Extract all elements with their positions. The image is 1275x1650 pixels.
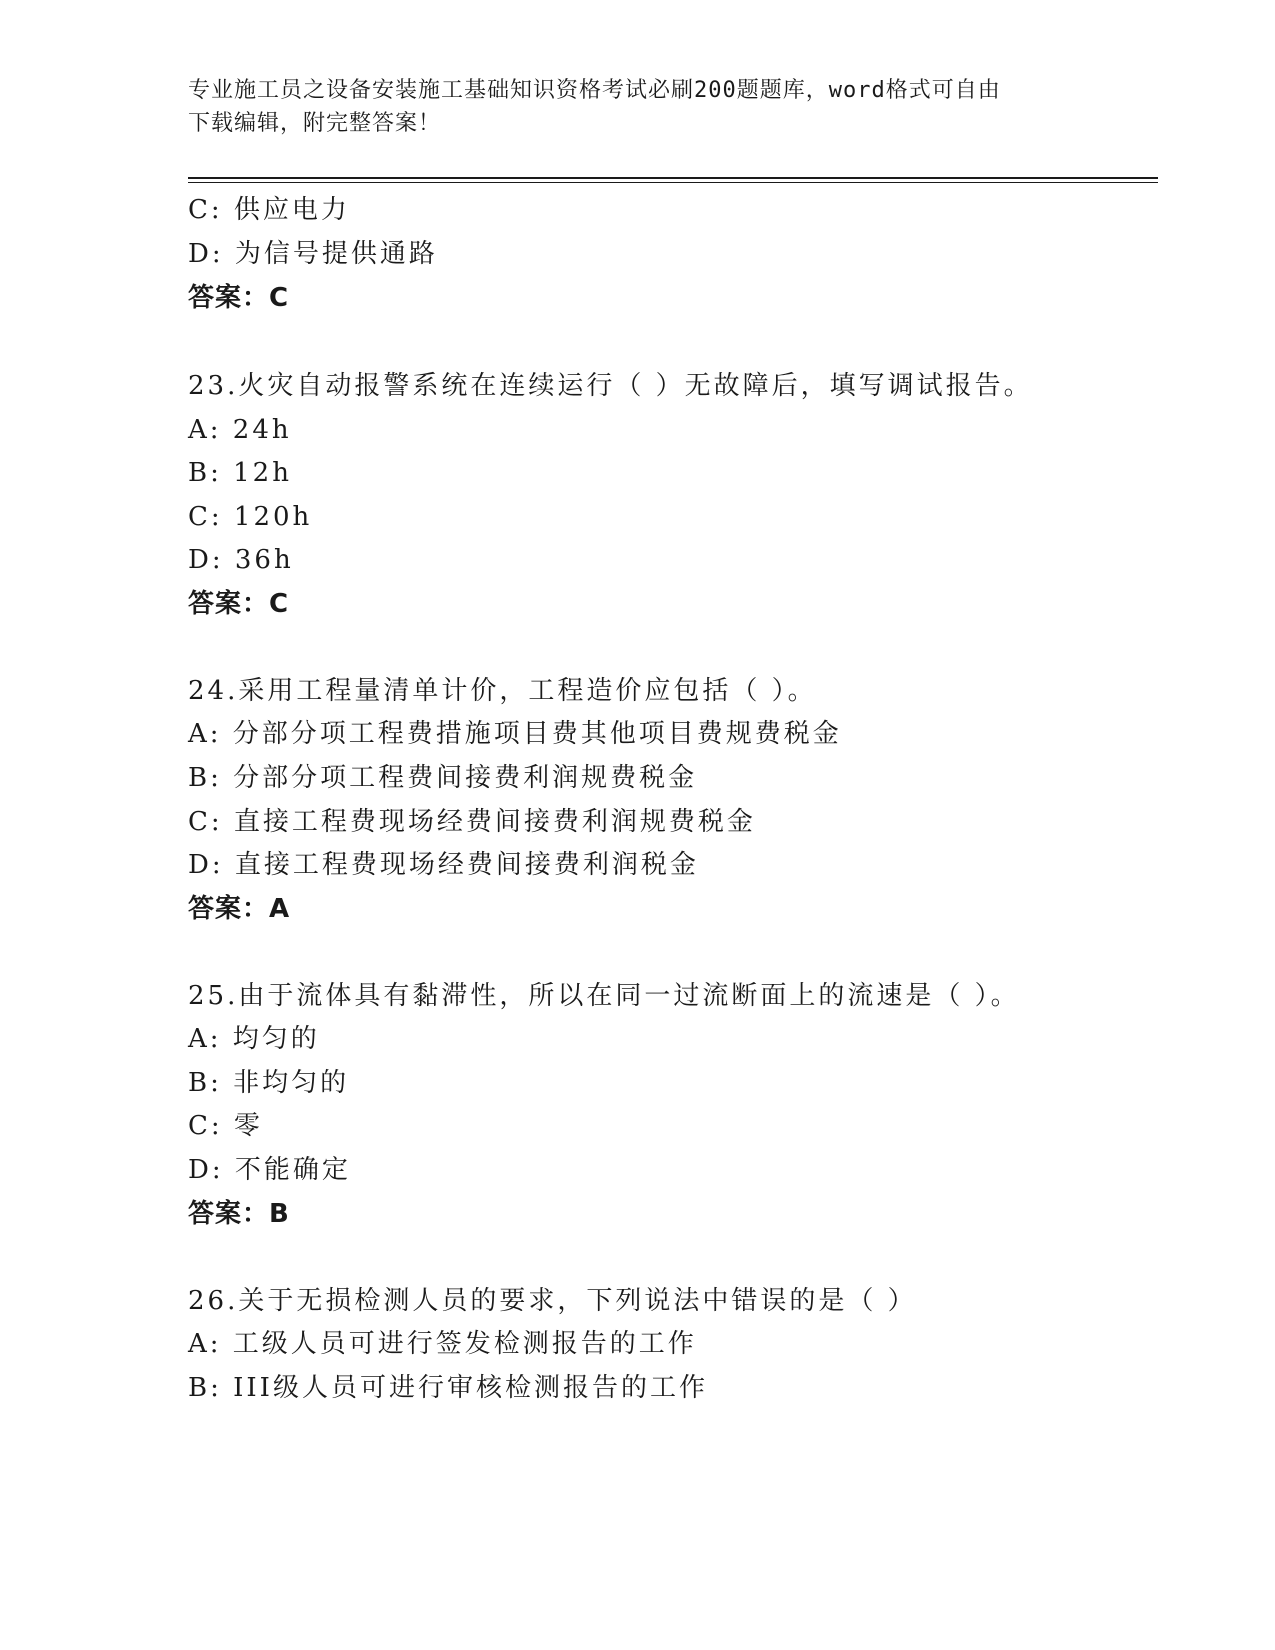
option-d: D: 36h	[188, 545, 294, 575]
option-a: A: 24h	[188, 415, 292, 445]
option-c: C: 120h	[188, 502, 313, 532]
option-c: C: 零	[188, 1111, 263, 1141]
answer-line: 答案：A	[188, 894, 291, 924]
option-d: D: 直接工程费现场经费间接费利润税金	[188, 850, 699, 880]
header-rule-thick	[188, 177, 1158, 179]
answer-line: 答案：C	[188, 283, 290, 313]
option-d: D: 为信号提供通路	[188, 239, 438, 269]
option-b: B: III级人员可进行审核检测报告的工作	[188, 1373, 708, 1403]
question-stem: 23.火灾自动报警系统在连续运行（ ）无故障后，填写调试报告。	[188, 371, 1033, 401]
question-stem: 26.关于无损检测人员的要求，下列说法中错误的是（ ）	[188, 1286, 917, 1316]
question-stem: 25.由于流体具有黏滞性，所以在同一过流断面上的流速是（ ）。	[188, 981, 1020, 1011]
option-c: C: 直接工程费现场经费间接费利润规费税金	[188, 807, 756, 837]
option-a: A: 均匀的	[188, 1024, 320, 1054]
option-a: A: 工级人员可进行签发检测报告的工作	[188, 1329, 697, 1359]
option-c: C: 供应电力	[188, 195, 350, 225]
header-line-2: 下载编辑，附完整答案！	[188, 111, 442, 136]
option-b: B: 12h	[188, 458, 292, 488]
document-header	[188, 74, 1088, 140]
header-line-1: 专业施工员之设备安装施工基础知识资格考试必刷200题题库，word格式可自由	[188, 78, 1001, 103]
option-b: B: 分部分项工程费间接费利润规费税金	[188, 763, 698, 793]
option-a: A: 分部分项工程费措施项目费其他项目费规费税金	[188, 719, 842, 749]
header-rule-thin	[188, 182, 1158, 183]
option-b: B: 非均匀的	[188, 1068, 350, 1098]
option-d: D: 不能确定	[188, 1155, 351, 1185]
answer-line: 答案：B	[188, 1199, 290, 1229]
question-stem: 24.采用工程量清单计价，工程造价应包括（ ）。	[188, 676, 817, 706]
answer-line: 答案：C	[188, 589, 290, 619]
